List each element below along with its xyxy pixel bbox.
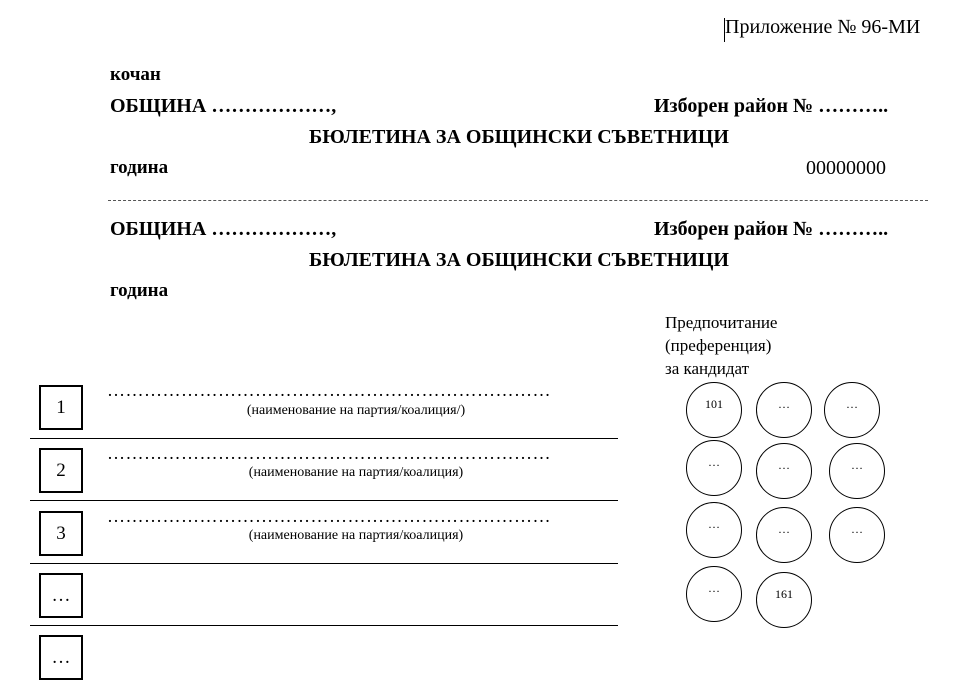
preference-circle[interactable]: … bbox=[829, 507, 885, 563]
ballot-municipality: ОБЩИНА ………………, bbox=[110, 218, 337, 240]
row-divider bbox=[30, 563, 618, 564]
stub-label: кочан bbox=[110, 64, 161, 85]
party-name-line-1: ……………………………………………………………… bbox=[107, 380, 551, 400]
stub-year: година bbox=[110, 157, 169, 178]
stub-municipality: ОБЩИНА ………………, bbox=[110, 95, 337, 117]
party-number-box-1[interactable]: 1 bbox=[39, 385, 83, 430]
preference-circle[interactable]: … bbox=[824, 382, 880, 438]
ballot-district: Изборен район № ……….. bbox=[654, 218, 889, 240]
party-name-line-2: ……………………………………………………………… bbox=[107, 443, 551, 463]
preference-circle[interactable]: … bbox=[686, 566, 742, 622]
preference-circle[interactable]: … bbox=[686, 440, 742, 496]
preference-line-3: за кандидат bbox=[665, 359, 750, 378]
party-number-box-5[interactable]: … bbox=[39, 635, 83, 680]
preference-circle[interactable]: … bbox=[756, 507, 812, 563]
party-name-line-3: ……………………………………………………………… bbox=[107, 506, 551, 526]
preference-circle[interactable]: 101 bbox=[686, 382, 742, 438]
appendix-label: Приложение № 96-МИ bbox=[725, 16, 921, 38]
preference-circle[interactable]: 161 bbox=[756, 572, 812, 628]
party-caption-3: (наименование на партия/коалиция) bbox=[248, 528, 464, 543]
party-caption-1: (наименование на партия/коалиция/) bbox=[246, 403, 466, 418]
preference-circle[interactable]: … bbox=[756, 382, 812, 438]
tear-line bbox=[108, 200, 928, 201]
preference-line-2: (преференция) bbox=[665, 336, 772, 355]
party-number-box-3[interactable]: 3 bbox=[39, 511, 83, 556]
row-divider bbox=[30, 438, 618, 439]
preference-line-1: Предпочитание bbox=[665, 313, 778, 332]
preference-heading bbox=[665, 311, 865, 380]
party-number-box-2[interactable]: 2 bbox=[39, 448, 83, 493]
preference-circle[interactable]: … bbox=[829, 443, 885, 499]
row-divider bbox=[30, 500, 618, 501]
party-number-box-4[interactable]: … bbox=[39, 573, 83, 618]
stub-title: БЮЛЕТИНА ЗА ОБЩИНСКИ СЪВЕТНИЦИ bbox=[309, 126, 729, 148]
preference-circle[interactable]: … bbox=[756, 443, 812, 499]
preference-circle[interactable]: … bbox=[686, 502, 742, 558]
row-divider bbox=[30, 625, 618, 626]
party-caption-2: (наименование на партия/коалиция) bbox=[248, 465, 464, 480]
stub-district: Изборен район № ……….. bbox=[654, 95, 889, 117]
ballot-title: БЮЛЕТИНА ЗА ОБЩИНСКИ СЪВЕТНИЦИ bbox=[309, 249, 729, 271]
ballot-year: година bbox=[110, 280, 169, 301]
serial-number: 00000000 bbox=[806, 157, 886, 179]
